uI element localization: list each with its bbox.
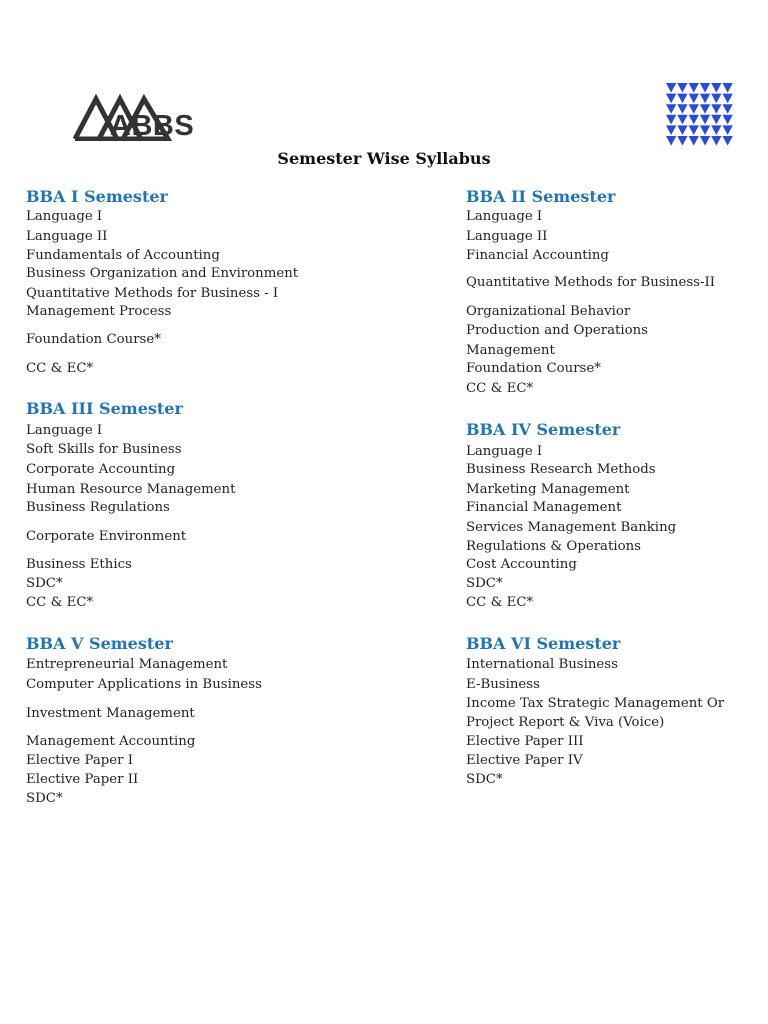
semester-title: BBA V Semester [26, 634, 173, 653]
semester-title: BBA I Semester [26, 187, 168, 206]
course-item: Elective Paper II [26, 772, 139, 787]
pattern-triangle [711, 104, 721, 114]
pattern-triangle [723, 94, 733, 104]
course-item: Elective Paper IV [466, 753, 583, 768]
pattern-triangle [689, 83, 699, 93]
semester-title: BBA II Semester [466, 187, 616, 206]
page-title: Semester Wise Syllabus [277, 149, 491, 168]
pattern-triangle [723, 115, 733, 125]
course-item: Computer Applications in Business [26, 677, 262, 692]
course-item: Income Tax Strategic Management Or [466, 696, 725, 711]
pattern-triangle [711, 115, 721, 125]
pattern-triangle [700, 125, 710, 135]
pattern-triangle [677, 125, 687, 135]
course-item: CC & EC* [466, 595, 534, 610]
course-item: SDC* [466, 576, 503, 591]
course-item: Foundation Course* [26, 332, 161, 347]
course-item: Services Management Banking [466, 520, 677, 535]
pattern-triangle [689, 115, 699, 125]
course-item: Language I [466, 444, 543, 459]
course-item: Business Ethics [26, 557, 132, 572]
pattern-triangle [666, 94, 676, 104]
pattern-triangle [677, 136, 687, 146]
course-item: Soft Skills for Business [26, 442, 182, 457]
brand-name: ABBS [110, 110, 195, 142]
course-item: SDC* [26, 576, 63, 591]
pattern-triangle [666, 83, 676, 93]
course-item: Business Research Methods [466, 462, 656, 477]
course-item: Elective Paper III [466, 734, 584, 749]
pattern-triangle [700, 94, 710, 104]
pattern-triangle [711, 94, 721, 104]
pattern-triangle [677, 115, 687, 125]
course-item: International Business [466, 657, 618, 672]
course-item: Human Resource Management [26, 482, 236, 497]
course-item: CC & EC* [26, 595, 94, 610]
pattern-triangle [689, 94, 699, 104]
course-item: Language II [26, 229, 108, 244]
course-item: Production and Operations [466, 323, 649, 338]
course-item: E-Business [466, 677, 540, 692]
course-item: Quantitative Methods for Business-II [466, 275, 715, 290]
course-item: Organizational Behavior [466, 304, 631, 319]
course-item: SDC* [466, 772, 503, 787]
pattern-triangle [700, 115, 710, 125]
course-item: Management [466, 343, 555, 358]
pattern-triangle [711, 125, 721, 135]
semester-title: BBA VI Semester [466, 634, 621, 653]
course-item: Regulations & Operations [466, 539, 641, 554]
pattern-triangle [666, 125, 676, 135]
course-item: Financial Management [466, 500, 622, 515]
pattern-triangle [700, 104, 710, 114]
course-item: Marketing Management [466, 482, 630, 497]
course-item: Quantitative Methods for Business - I [26, 286, 279, 301]
pattern-triangle [723, 104, 733, 114]
course-item: Entrepreneurial Management [26, 657, 228, 672]
pattern-triangle [689, 136, 699, 146]
pattern-triangle [723, 83, 733, 93]
pattern-triangle [677, 104, 687, 114]
course-item: Financial Accounting [466, 248, 609, 263]
course-item: Business Organization and Environment [26, 266, 299, 281]
course-item: Elective Paper I [26, 753, 133, 768]
triangle-pattern-icon [666, 83, 734, 147]
pattern-triangle [723, 136, 733, 146]
course-item: Project Report & Viva (Voice) [466, 715, 665, 730]
course-item: SDC* [26, 791, 63, 806]
course-item: Management Process [26, 304, 172, 319]
pattern-triangle [711, 83, 721, 93]
pattern-triangle [700, 136, 710, 146]
course-item: Investment Management [26, 706, 195, 721]
course-item: Corporate Environment [26, 529, 187, 544]
course-item: CC & EC* [26, 361, 94, 376]
course-item: Language I [26, 423, 103, 438]
pattern-triangle [666, 115, 676, 125]
course-item: Business Regulations [26, 500, 170, 515]
pattern-triangle [677, 94, 687, 104]
course-item: Foundation Course* [466, 361, 601, 376]
course-item: Management Accounting [26, 734, 196, 749]
semester-title: BBA III Semester [26, 399, 183, 418]
semester-title: BBA IV Semester [466, 420, 621, 439]
course-item: Cost Accounting [466, 557, 577, 572]
course-item: Language I [466, 209, 543, 224]
pattern-triangle [689, 125, 699, 135]
pattern-triangle [689, 104, 699, 114]
pattern-triangle [700, 83, 710, 93]
pattern-triangle [666, 104, 676, 114]
pattern-triangle [677, 83, 687, 93]
course-item: Language II [466, 229, 548, 244]
course-item: Fundamentals of Accounting [26, 248, 220, 263]
pattern-triangle [711, 136, 721, 146]
pattern-triangle [723, 125, 733, 135]
course-item: Corporate Accounting [26, 462, 176, 477]
course-item: CC & EC* [466, 381, 534, 396]
course-item: Language I [26, 209, 103, 224]
pattern-triangle [666, 136, 676, 146]
